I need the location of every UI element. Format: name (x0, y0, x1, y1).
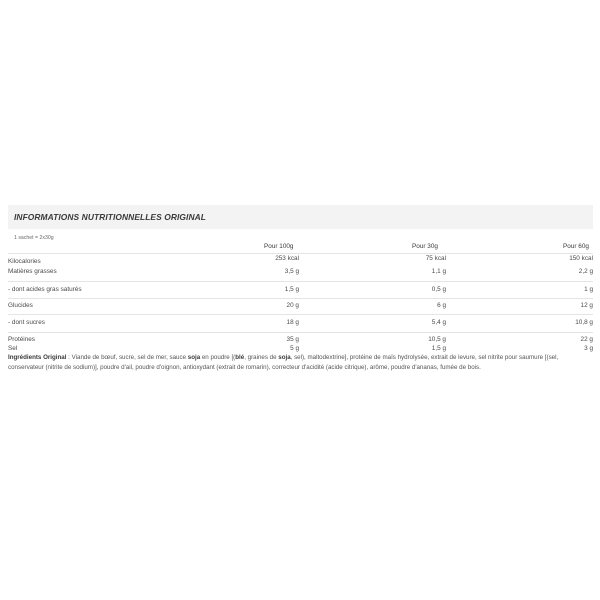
ingredients-part: , sel), maltodextrine], protéine de maïs hydrolysée, extrait de levure, sel nitrite pour saumure [(sel, conservateur (nitrite de sodium)], poudre d'ail, poudre d'oignon, antioxydant (extrait de romarin), correcteur d'acidité (acide citrique), arôme, poudre d'ananas, fumée de bois. (8, 354, 559, 372)
cell-carbs-60g: 12 g (580, 302, 593, 309)
cell-kcal-60g: 150 kcal (569, 255, 593, 262)
cell-carbs-100g: 20 g (286, 302, 299, 309)
ingredients-part: : Viande de bœuf, sucre, sel de mer, sauce (66, 354, 188, 361)
header-divider (8, 253, 593, 254)
cell-fat-30g: 1,1 g (431, 268, 446, 275)
section-title: INFORMATIONS NUTRITIONNELLES ORIGINAL (14, 212, 206, 222)
cell-salt-30g: 1,5 g (431, 345, 446, 352)
ingredients-label: Ingrédients Original (8, 354, 67, 361)
column-header-60g: Pour 60g (563, 243, 589, 250)
serving-size: 1 sachet = 2x30g (14, 235, 54, 241)
row-label-sugars: - dont sucres (8, 319, 45, 326)
row-divider (8, 281, 593, 282)
row-divider (8, 314, 593, 315)
row-label-saturated-fat: - dont acides gras saturés (8, 286, 82, 293)
row-label-carbs: Glucides (8, 302, 33, 309)
cell-fat-60g: 2,2 g (578, 268, 593, 275)
cell-satfat-100g: 1,5 g (284, 286, 299, 293)
ingredients-part: , graines de (244, 354, 279, 361)
ingredients-text (8, 353, 573, 373)
row-label-kilocalories: Kilocalories (8, 258, 41, 265)
row-label-protein: Protéines (8, 336, 35, 343)
row-divider (8, 298, 593, 299)
cell-protein-100g: 35 g (286, 336, 299, 343)
row-label-salt: Sel (8, 345, 18, 352)
column-header-100g: Pour 100g (264, 243, 294, 250)
cell-kcal-30g: 75 kcal (425, 255, 446, 262)
cell-satfat-60g: 1 g (584, 286, 593, 293)
cell-salt-60g: 3 g (584, 345, 593, 352)
column-header-30g: Pour 30g (412, 243, 438, 250)
allergen-ble: blé (235, 354, 245, 361)
allergen-soja: soja (187, 354, 201, 361)
allergen-soja: soja (278, 354, 291, 361)
cell-sugars-30g: 5,4 g (431, 319, 446, 326)
cell-kcal-100g: 253 kcal (275, 255, 299, 262)
row-label-fat: Matières grasses (8, 268, 57, 275)
cell-salt-100g: 5 g (290, 345, 299, 352)
cell-sugars-100g: 18 g (286, 319, 299, 326)
cell-carbs-30g: 6 g (437, 302, 446, 309)
section-header (8, 205, 593, 229)
cell-protein-60g: 22 g (580, 336, 593, 343)
cell-satfat-30g: 0,5 g (431, 286, 446, 293)
cell-protein-30g: 10,5 g (428, 336, 446, 343)
cell-fat-100g: 3,5 g (284, 268, 299, 275)
cell-sugars-60g: 10,8 g (575, 319, 593, 326)
row-divider (8, 332, 593, 333)
ingredients-part: en poudre [( (200, 354, 236, 361)
nutrition-panel (8, 205, 593, 372)
